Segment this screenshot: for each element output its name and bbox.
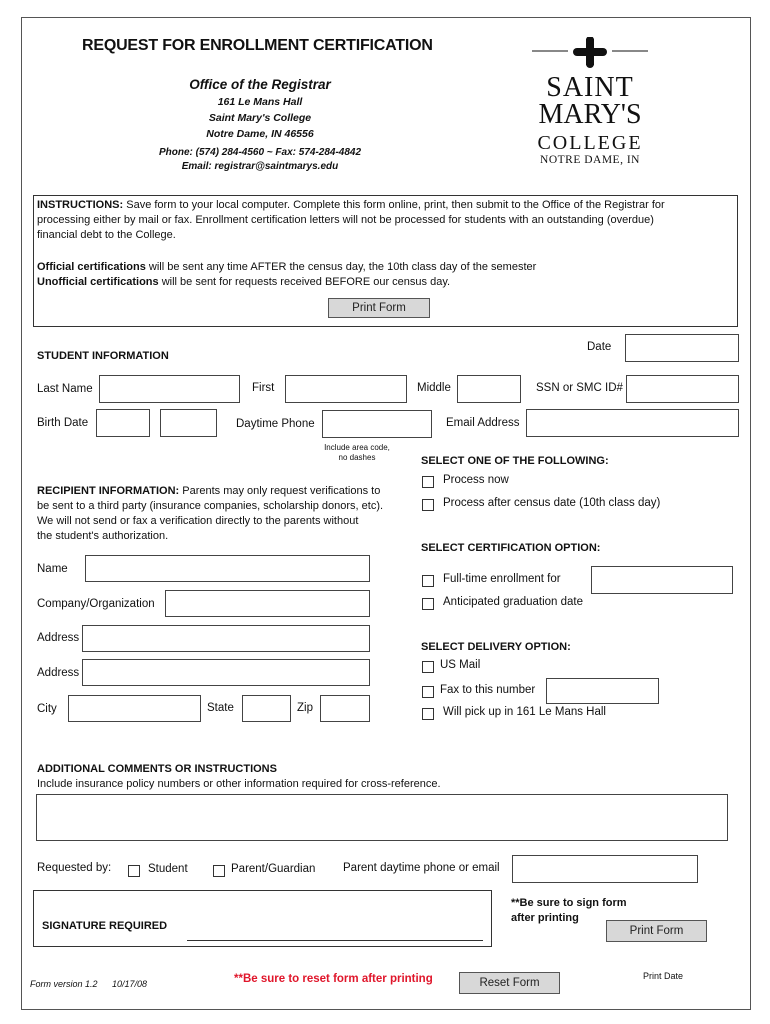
logo-line-3: COLLEGE (537, 132, 643, 154)
daytime-phone-label: Daytime Phone (236, 418, 315, 430)
cross-icon (530, 37, 650, 77)
recipient-label: RECIPIENT INFORMATION: (37, 485, 180, 497)
office-address-3: Notre Dame, IN 46556 (206, 128, 314, 140)
email-address-label: Email Address (446, 417, 520, 429)
form-version: Form version 1.2 (30, 979, 98, 989)
process-after-census-checkbox[interactable] (422, 499, 434, 511)
daytime-phone-field[interactable] (322, 410, 432, 438)
pick-up-label: Will pick up in 161 Le Mans Hall (443, 706, 606, 718)
date-field[interactable] (625, 334, 739, 362)
instructions-label: INSTRUCTIONS: (37, 199, 124, 211)
print-form-button-bottom[interactable]: Print Form (606, 920, 707, 942)
logo-line-4: NOTRE DAME, IN (540, 154, 640, 166)
instructions-line-3: financial debt to the College. (37, 229, 176, 241)
signature-box (33, 890, 492, 947)
comments-field[interactable] (36, 794, 728, 841)
student-info-heading: STUDENT INFORMATION (37, 350, 169, 362)
instructions-line-1 (37, 199, 665, 211)
zip-field[interactable] (320, 695, 370, 722)
office-address-2: Saint Mary's College (208, 112, 312, 124)
fax-label: Fax to this number (440, 684, 536, 696)
phone-hint (310, 443, 404, 463)
fax-number-field[interactable] (546, 678, 659, 704)
instructions-line-2: processing either by mail or fax. Enrollment certification letters will not be processed for students with an outstanding (overdue) (37, 214, 654, 226)
recipient-line-3: We will not send or fax a verification directly to the parents without (37, 515, 359, 527)
recipient-name-field[interactable] (85, 555, 370, 582)
office-email: Email: registrar@saintmarys.edu (181, 161, 339, 172)
last-name-label: Last Name (37, 383, 93, 395)
us-mail-label: US Mail (440, 659, 481, 671)
process-after-census-label: Process after census date (10th class day) (443, 497, 661, 509)
parent-phone-label: Parent daytime phone or email (343, 862, 500, 874)
state-field[interactable] (242, 695, 291, 722)
instructions-text-1: Save form to your local computer. Complete this form online, print, then submit to the Office of the Registrar for (126, 199, 665, 211)
process-now-label: Process now (443, 474, 509, 486)
unofficial-note (37, 276, 450, 288)
official-label: Official certifications (37, 261, 146, 273)
first-name-label: First (252, 382, 275, 394)
first-name-field[interactable] (285, 375, 407, 403)
recipient-line-1 (37, 485, 380, 497)
office-address-1: 161 Le Mans Hall (217, 96, 303, 108)
full-time-term-field[interactable] (591, 566, 733, 594)
ssn-label: SSN or SMC ID# (536, 382, 623, 394)
phone-hint-2: no dashes (338, 453, 376, 462)
ssn-field[interactable] (626, 375, 739, 403)
logo-line-2: MARY'S (538, 99, 642, 130)
print-form-button-top[interactable]: Print Form (328, 298, 430, 318)
pick-up-checkbox[interactable] (422, 708, 434, 720)
sign-note-1: **Be sure to sign form (511, 897, 627, 909)
recipient-name-label: Name (37, 563, 68, 575)
print-date-label: Print Date (643, 971, 684, 981)
graduation-date-label: Anticipated graduation date (443, 596, 584, 608)
unofficial-text: will be sent for requests received BEFORE our census day. (158, 276, 451, 288)
comments-heading: ADDITIONAL COMMENTS OR INSTRUCTIONS (37, 763, 277, 775)
unofficial-label: Unofficial certifications (37, 276, 159, 288)
last-name-field[interactable] (99, 375, 240, 403)
reset-form-button[interactable]: Reset Form (459, 972, 560, 994)
process-now-checkbox[interactable] (422, 476, 434, 488)
requested-parent-checkbox[interactable] (213, 865, 225, 877)
phone-hint-1: Include area code, (324, 443, 390, 452)
address-2-label: Address (37, 667, 80, 679)
middle-name-field[interactable] (457, 375, 521, 403)
address-1-label: Address (37, 632, 80, 644)
birth-date-field-1[interactable] (96, 409, 150, 437)
office-phone: Phone: (574) 284-4560 ~ Fax: 574-284-4842 (158, 147, 362, 158)
city-label: City (37, 703, 57, 715)
requested-student-label: Student (148, 863, 188, 875)
signature-label: SIGNATURE REQUIRED (42, 920, 168, 932)
state-label: State (207, 702, 234, 714)
requested-student-checkbox[interactable] (128, 865, 140, 877)
parent-phone-field[interactable] (512, 855, 698, 883)
birth-date-label: Birth Date (37, 417, 89, 429)
requested-parent-label: Parent/Guardian (231, 863, 316, 875)
city-field[interactable] (68, 695, 201, 722)
comments-subtext: Include insurance policy numbers or other information required for cross-reference. (37, 778, 441, 790)
full-time-label: Full-time enrollment for (443, 573, 561, 585)
college-logo (530, 37, 650, 177)
sign-note-2: after printing (511, 912, 579, 924)
form-title: REQUEST FOR ENROLLMENT CERTIFICATION (82, 37, 433, 54)
address-1-field[interactable] (82, 625, 370, 652)
select-one-heading: SELECT ONE OF THE FOLLOWING: (421, 455, 609, 467)
full-time-checkbox[interactable] (422, 575, 434, 587)
middle-name-label: Middle (417, 382, 451, 394)
official-note (37, 261, 536, 273)
address-2-field[interactable] (82, 659, 370, 686)
reset-note: **Be sure to reset form after printing (234, 973, 433, 985)
company-field[interactable] (165, 590, 370, 617)
logo-line-1: SAINT (546, 72, 634, 103)
company-label: Company/Organization (37, 598, 155, 610)
form-date: 10/17/08 (112, 979, 148, 989)
cert-option-heading: SELECT CERTIFICATION OPTION: (421, 542, 601, 554)
graduation-date-checkbox[interactable] (422, 598, 434, 610)
recipient-text-1: Parents may only request verifications to (179, 485, 381, 497)
email-address-field[interactable] (526, 409, 739, 437)
delivery-heading: SELECT DELIVERY OPTION: (421, 641, 571, 653)
office-name: Office of the Registrar (189, 77, 331, 92)
requested-by-label: Requested by: (37, 862, 112, 874)
us-mail-checkbox[interactable] (422, 661, 434, 673)
official-text: will be sent any time AFTER the census day, the 10th class day of the semester (145, 261, 537, 273)
date-label: Date (587, 341, 612, 353)
zip-label: Zip (297, 702, 313, 714)
birth-date-field-2[interactable] (160, 409, 217, 437)
recipient-line-2: be sent to a third party (insurance companies, scholarship donors, etc). (37, 500, 384, 512)
fax-checkbox[interactable] (422, 686, 434, 698)
recipient-line-4: the student's authorization. (37, 530, 169, 542)
signature-line (187, 940, 483, 941)
